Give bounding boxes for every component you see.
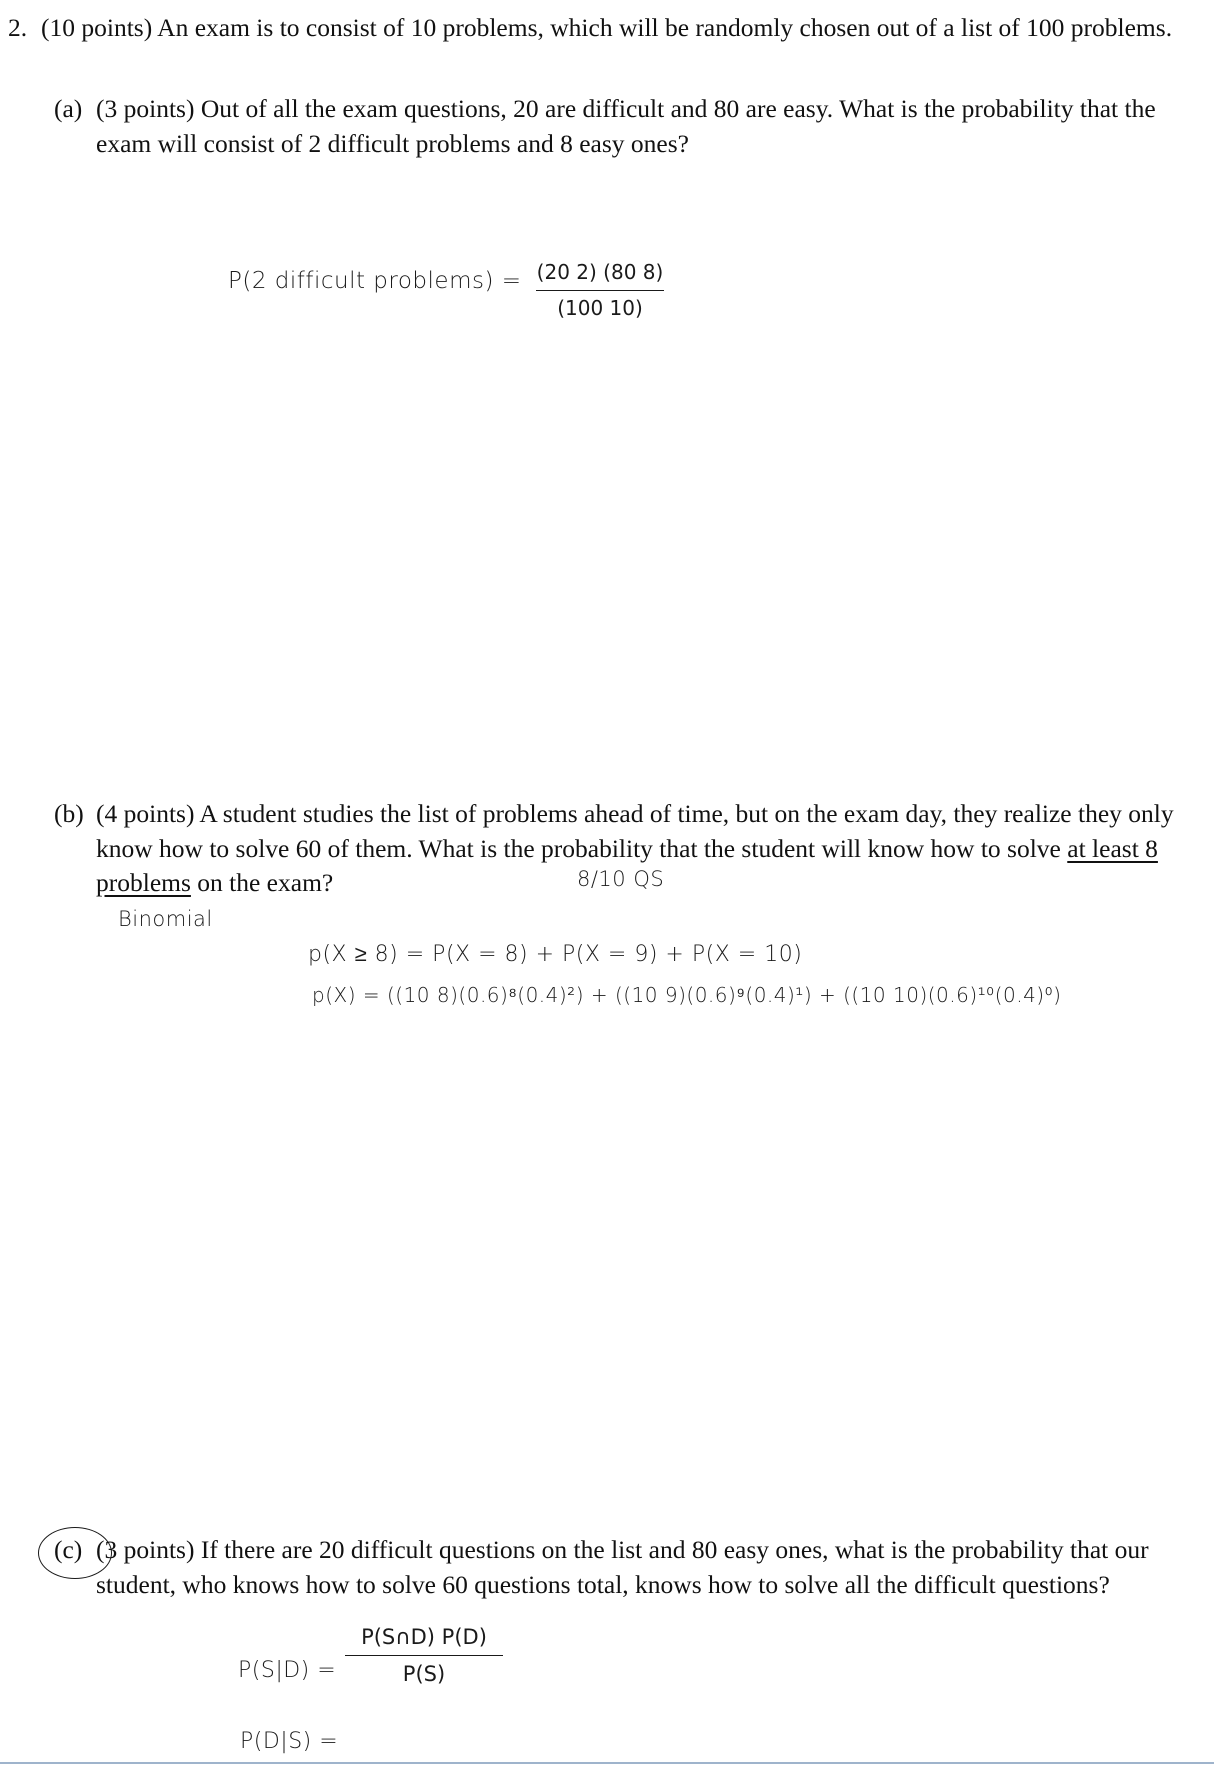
handwritten-b-tag: 8/10 QS <box>577 867 665 891</box>
part-c-label: (c) <box>54 1535 83 1564</box>
handwritten-a-fraction <box>536 254 664 325</box>
question-text: (10 points) An exam is to consist of 10 problems, which will be randomly chosen out of a list of 100 problems. <box>41 13 1173 42</box>
part-a-text: (3 points) Out of all the exam questions, 20 are difficult and 80 are easy. What is the probability that the exam will consist of 2 difficult problems and 8 easy ones? <box>96 94 1156 158</box>
part-a-label: (a) <box>54 94 83 123</box>
handwritten-a-numerator: (20 2) (80 8) <box>536 254 664 291</box>
handwritten-b-line1: p(X ≥ 8) = P(X = 8) + P(X = 9) + P(X = 10) <box>308 942 803 967</box>
handwritten-a-lhs: P(2 difficult problems) = <box>228 268 522 294</box>
handwritten-c-numerator: P(S∩D) P(D) <box>345 1619 503 1656</box>
handwritten-c-lhs: P(S|D) = <box>238 1658 337 1683</box>
handwritten-b-line2: p(X) = ((10 8)(0.6)⁸(0.4)²) + ((10 9)(0.6)⁹(0.4)¹) + ((10 10)(0.6)¹⁰(0.4)⁰) <box>312 983 1062 1007</box>
question-2 <box>8 11 1198 46</box>
part-b-text-before: (4 points) A student studies the list of problems ahead of time, but on the exam day, they realize they only know how to solve 60 of them. What is the probability that the student will know how to solve <box>96 799 1174 863</box>
handwritten-c-line2: P(D|S) = <box>240 1729 339 1754</box>
part-b-label: (b) <box>54 799 84 828</box>
part-c <box>54 1533 1204 1602</box>
part-b-text-after: on the exam? <box>190 868 334 897</box>
question-number: 2. <box>8 13 28 42</box>
handwritten-c-denominator: P(S) <box>402 1662 446 1686</box>
part-b-underlined-phrase: at least 8 problems <box>96 833 1158 897</box>
handwritten-c-fraction <box>345 1619 503 1692</box>
handwritten-b-method: Binomial <box>118 907 213 931</box>
part-a <box>54 92 1204 161</box>
part-c-text: (3 points) If there are 20 difficult questions on the list and 80 easy ones, what is the probability that our student, who knows how to solve 60 questions total, knows how to solve all the difficult questions? <box>96 1535 1149 1599</box>
handwritten-a-denominator: (100 10) <box>557 296 643 320</box>
page-bottom-rule <box>0 1762 1214 1764</box>
